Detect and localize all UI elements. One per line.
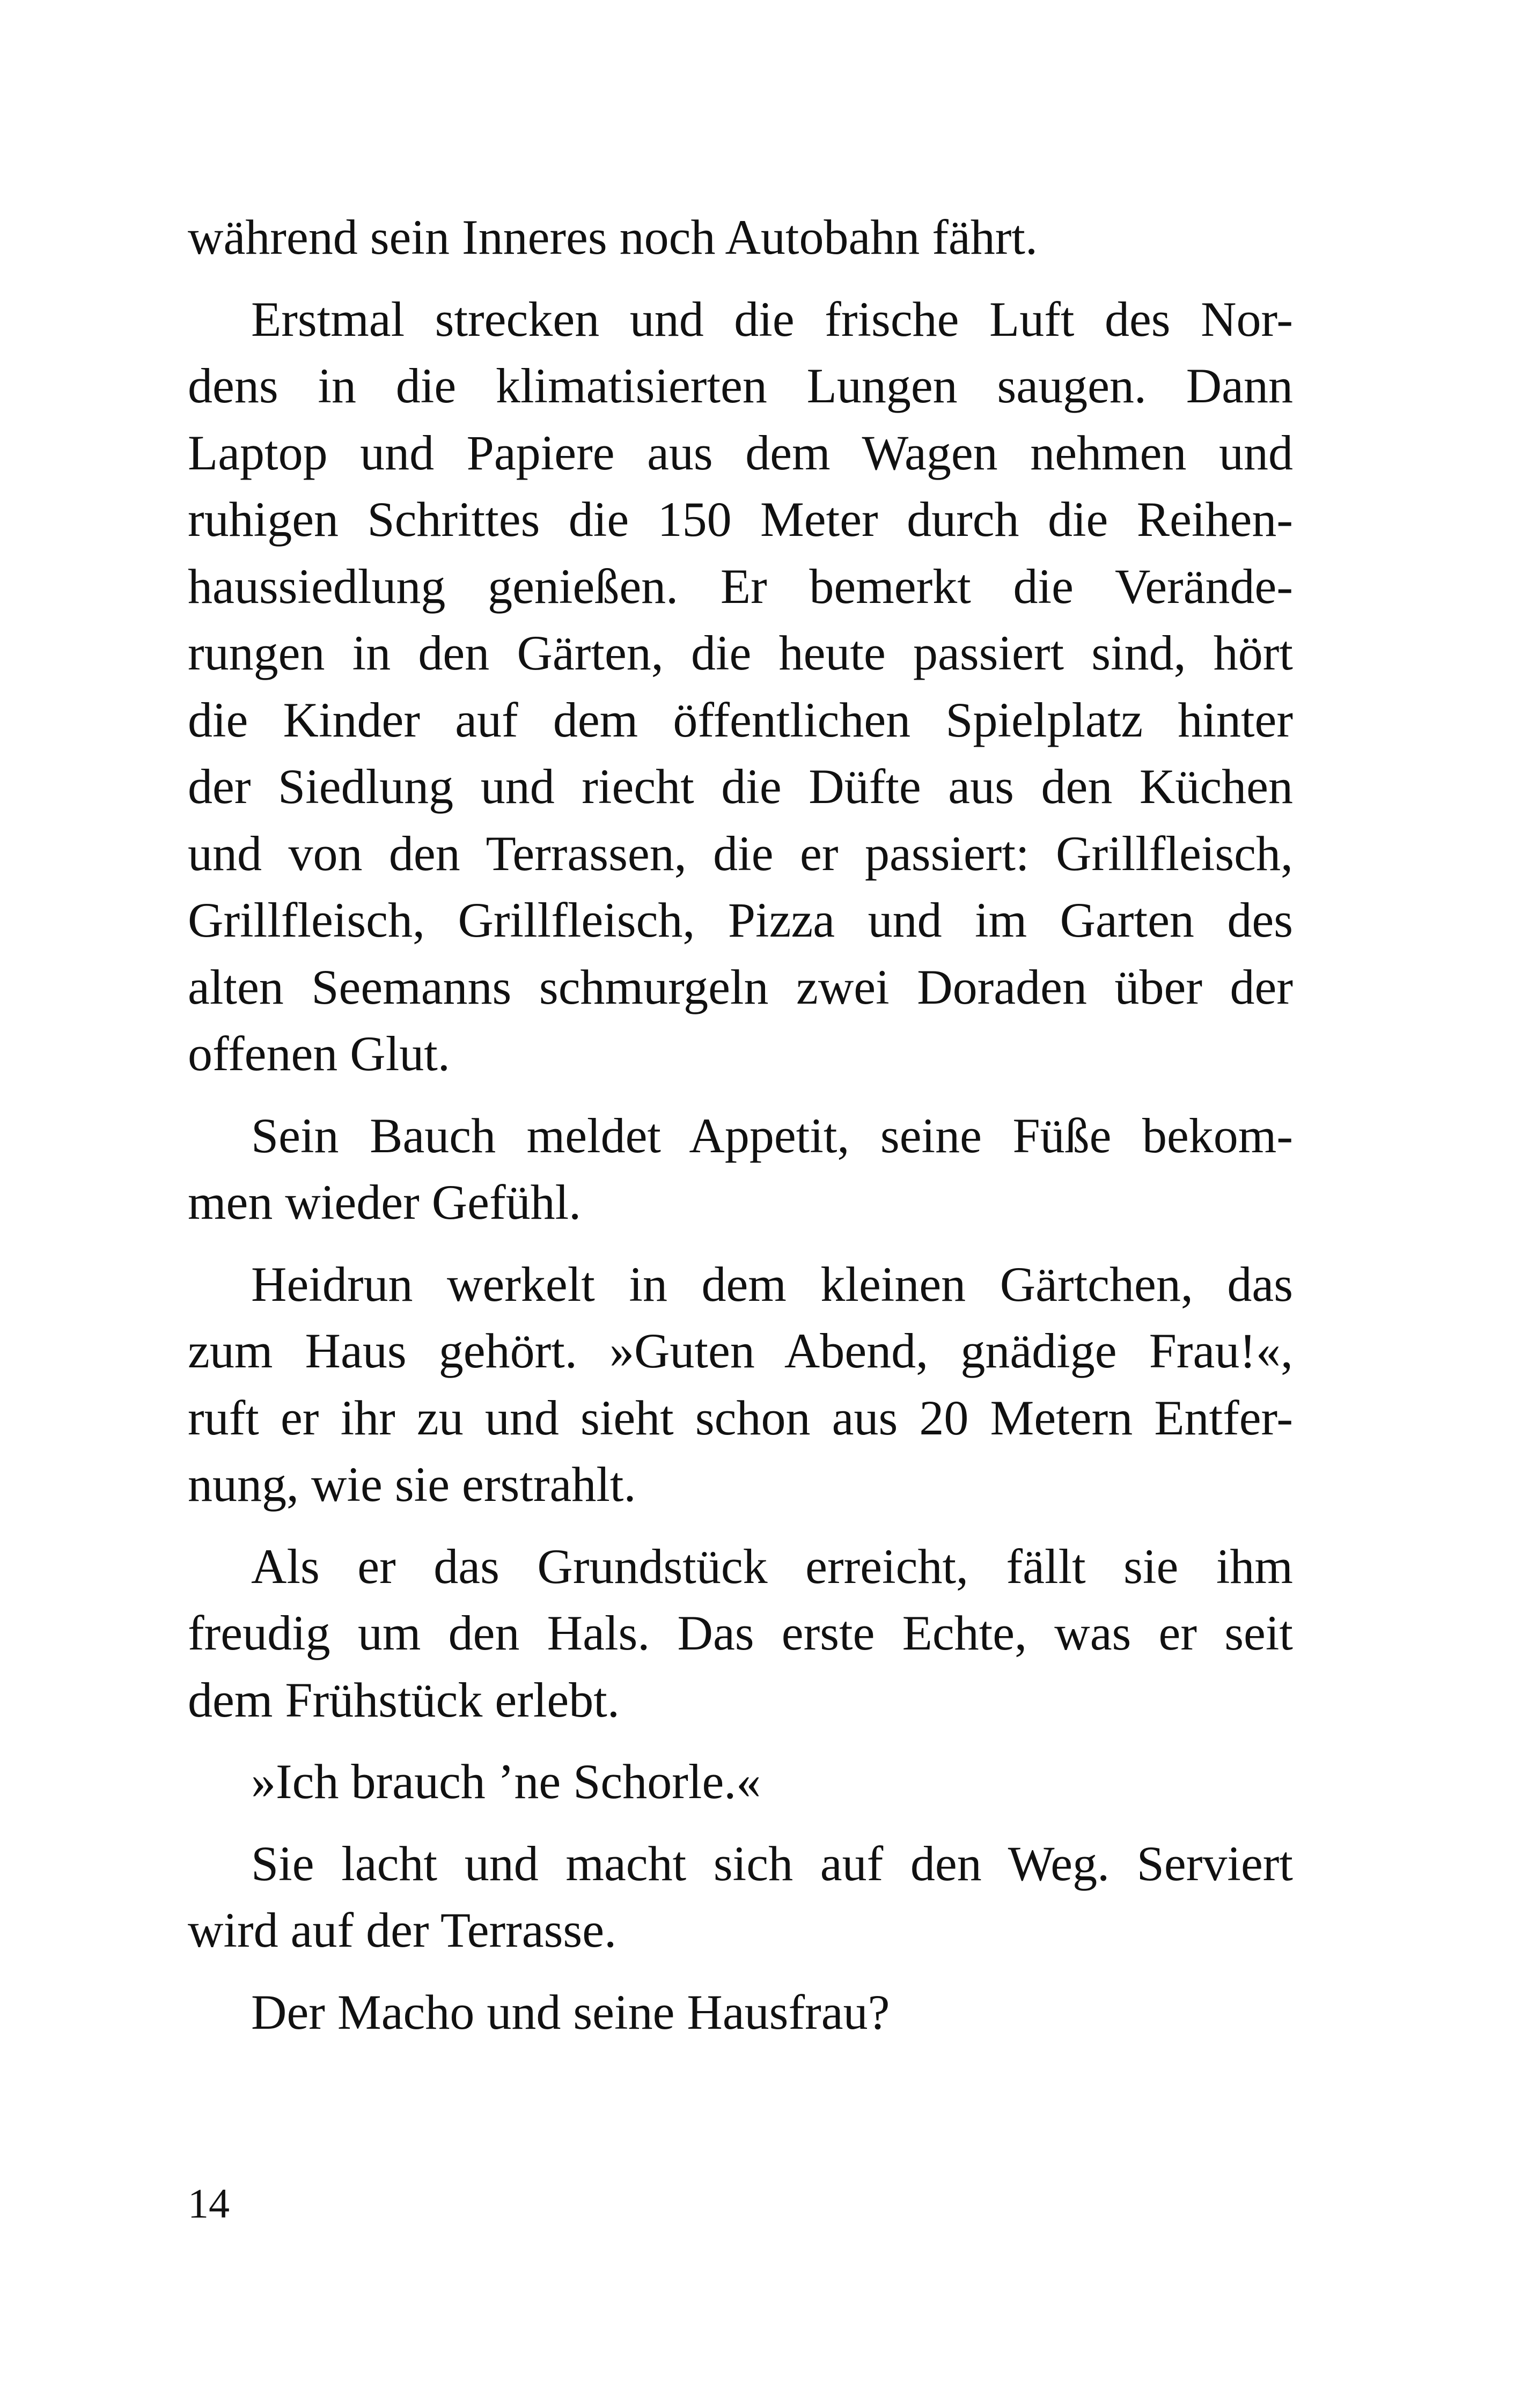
text-line: Der Macho und seine Hausfrau? [251, 1984, 890, 2039]
paragraph-3 [188, 1102, 1293, 1236]
paragraph-2 [188, 286, 1293, 1087]
paragraph-8 [188, 1979, 1293, 2046]
text-line: während sein Inneres noch Autobahn fährt. [188, 210, 1038, 264]
text-line: alten Seemanns schmurgeln zwei Doraden über der [188, 959, 1293, 1014]
text-line: Heidrun werkelt in dem kleinen Gärtchen, das [251, 1256, 1293, 1312]
paragraph-4 [188, 1251, 1293, 1518]
text-line: der Siedlung und riecht die Düfte aus den Küchen [188, 759, 1293, 814]
text-line: haussiedlung genießen. Er bemerkt die Verände- [188, 558, 1293, 614]
paragraph-7 [188, 1830, 1293, 1964]
text-line: ruhigen Schrittes die 150 Meter durch die Reihen- [188, 492, 1293, 547]
text-line: rungen in den Gärten, die heute passiert sind, hört [188, 625, 1293, 680]
page-number: 14 [188, 2180, 230, 2227]
text-line: dens in die klimatisierten Lungen saugen. Dann [188, 358, 1293, 413]
text-line: nung, wie sie erstrahlt. [188, 1457, 636, 1512]
text-line: wird auf der Terrasse. [188, 1903, 617, 1957]
paragraph-5 [188, 1533, 1293, 1734]
text-line: Sie lacht und macht sich auf den Weg. Serviert [251, 1836, 1293, 1891]
text-line: Sein Bauch meldet Appetit, seine Füße bekom- [251, 1108, 1293, 1163]
text-line: dem Frühstück erlebt. [188, 1672, 620, 1727]
book-page [188, 204, 1293, 2045]
text-line: Laptop und Papiere aus dem Wagen nehmen und [188, 425, 1293, 480]
text-line: Als er das Grundstück erreicht, fällt sie ihm [251, 1538, 1293, 1594]
paragraph-6 [188, 1748, 1293, 1815]
text-line: zum Haus gehört. »Guten Abend, gnädige Frau!«, [188, 1323, 1293, 1378]
text-line: Erstmal strecken und die frische Luft des Nor- [251, 291, 1293, 347]
text-line: die Kinder auf dem öffentlichen Spielplatz hinter [188, 692, 1293, 747]
paragraph-1 [188, 204, 1293, 271]
text-line: Grillfleisch, Grillfleisch, Pizza und im Garten des [188, 893, 1293, 947]
text-line: freudig um den Hals. Das erste Echte, was er seit [188, 1606, 1293, 1660]
text-line: »Ich brauch ’ne Schorle.« [251, 1754, 761, 1809]
text-line: offenen Glut. [188, 1026, 450, 1081]
text-line: men wieder Gefühl. [188, 1175, 582, 1229]
text-line: ruft er ihr zu und sieht schon aus 20 Metern Entfer- [188, 1390, 1293, 1445]
text-line: und von den Terrassen, die er passiert: Grillfleisch, [188, 826, 1293, 881]
